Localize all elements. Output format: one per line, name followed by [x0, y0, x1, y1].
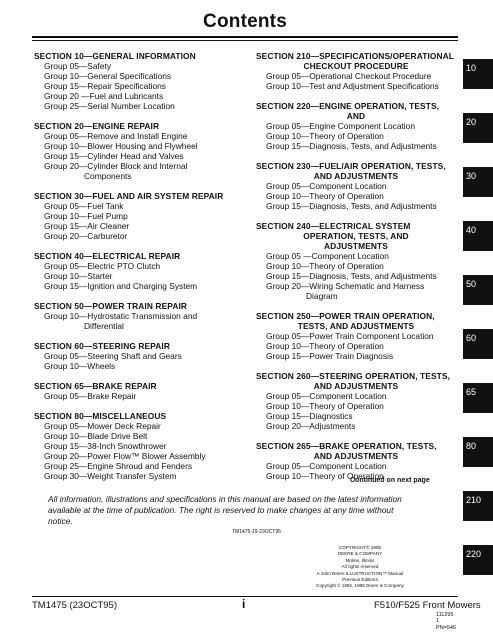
- group-entry: [34, 281, 248, 291]
- section-heading-line: SECTION 240—ELECTRICAL SYSTEM: [256, 221, 411, 231]
- group-entry-continuation: Differential: [84, 321, 124, 331]
- group-entry-text: Group 10—Wheels: [44, 361, 116, 371]
- group-entry: [256, 461, 456, 471]
- title-rule-thin: [32, 40, 458, 41]
- group-entry: [256, 201, 456, 211]
- section-heading-line: SECTION 210—SPECIFICATIONS/OPERATIONAL: [256, 51, 454, 61]
- section-heading-line: SECTION 265—BRAKE OPERATION, TESTS,: [256, 441, 437, 451]
- toc-section: [256, 441, 456, 481]
- section-tab-label: 60: [466, 333, 477, 343]
- section-heading-line: CHECKOUT PROCEDURE: [303, 61, 409, 71]
- group-entry: [256, 131, 456, 141]
- group-entry-text: Group 10—General Specifications: [44, 71, 172, 81]
- group-entry-text: Group 10—Hydrostatic Transmission and: [44, 311, 198, 321]
- section-tab-50: [463, 275, 493, 305]
- section-tab-10: [463, 59, 493, 89]
- section-heading: [256, 371, 456, 391]
- group-entry: [34, 471, 248, 481]
- continued-note: Continued on next page: [350, 477, 430, 484]
- toc-section: [34, 51, 248, 111]
- group-entry-text: Group 20—Carburetor: [44, 231, 128, 241]
- group-entry-text: Group 05—Component Location: [266, 461, 387, 471]
- group-entry: [256, 191, 456, 201]
- group-entry-text: Group 15—Repair Specifications: [44, 81, 166, 91]
- group-entry: [34, 211, 248, 221]
- section-heading: [34, 251, 248, 261]
- section-heading: [256, 101, 456, 121]
- group-entry-text: Group 10—Starter: [44, 271, 113, 281]
- contents-left-column: [34, 51, 248, 491]
- toc-section: [256, 51, 456, 91]
- toc-section: [34, 341, 248, 371]
- group-entry-text: Group 25—Engine Shroud and Fenders: [44, 461, 193, 471]
- section-tab-label: 20: [466, 117, 477, 127]
- group-entry: [256, 281, 456, 301]
- group-entry: [34, 81, 248, 91]
- section-tab-label: 220: [466, 549, 482, 559]
- footer-page-number: i: [242, 597, 246, 611]
- group-entry-text: Group 10—Fuel Pump: [44, 211, 128, 221]
- copyright-line: COPYRIGHT© 1995: [338, 545, 382, 550]
- group-entry-text: Group 15—Power Train Diagnosis: [266, 351, 394, 361]
- group-entry-text: Group 10—Theory of Operation: [266, 341, 384, 351]
- group-entry-text: Group 15—38-Inch Snowthrower: [44, 441, 167, 451]
- section-tab-65: [463, 383, 493, 413]
- group-entry: [256, 261, 456, 271]
- group-entry-text: Group 05—Brake Repair: [44, 391, 137, 401]
- group-entry-text: Group 05—Component Location: [266, 181, 387, 191]
- group-entry-text: Group 05—Fuel Tank: [44, 201, 124, 211]
- document-id: TM1475-19-23OCT95: [232, 529, 281, 535]
- group-entry-text: Group 05—Mower Deck Repair: [44, 421, 161, 431]
- section-heading-line: SECTION 220—ENGINE OPERATION, TESTS,: [256, 101, 440, 111]
- section-heading: [34, 121, 248, 131]
- group-entry-text: Group 15—Diagnosis, Tests, and Adjustments: [266, 271, 437, 281]
- group-entry: [34, 391, 248, 401]
- section-heading-line: AND ADJUSTMENTS: [313, 171, 399, 181]
- page-title: Contents: [203, 11, 287, 32]
- group-entry-text: Group 15—Diagnosis, Tests, and Adjustments: [266, 141, 437, 151]
- section-heading-line: SECTION 80—MISCELLANEOUS: [34, 411, 167, 421]
- section-heading-line: SECTION 260—STEERING OPERATION, TESTS,: [256, 371, 450, 381]
- section-heading-line: SECTION 30—FUEL AND AIR SYSTEM REPAIR: [34, 191, 224, 201]
- group-entry-text: Group 05—Engine Component Location: [266, 121, 415, 131]
- section-tab-label: 80: [466, 441, 477, 451]
- section-heading-line: AND: [346, 111, 366, 121]
- section-heading-line: SECTION 60—STEERING REPAIR: [34, 341, 171, 351]
- group-entry: [34, 151, 248, 161]
- group-entry-text: Group 10—Theory of Operation: [266, 191, 384, 201]
- group-entry-text: Group 10—Theory of Operation: [266, 261, 384, 271]
- group-entry: [256, 271, 456, 281]
- group-entry: [256, 421, 456, 431]
- group-entry-text: Group 05—Operational Checkout Procedure: [266, 71, 432, 81]
- group-entry-continuation: Components: [84, 171, 132, 181]
- group-entry: [34, 421, 248, 431]
- copyright-block: [290, 545, 430, 590]
- group-entry-text: Group 10—Blade Drive Belt: [44, 431, 148, 441]
- section-tab-label: 30: [466, 171, 477, 181]
- section-heading-line: AND ADJUSTMENTS: [313, 451, 399, 461]
- section-tab-210: [463, 491, 493, 521]
- group-entry-text: Group 30—Weight Transfer System: [44, 471, 177, 481]
- section-heading-line: TESTS, AND ADJUSTMENTS: [297, 321, 415, 331]
- group-entry: [256, 181, 456, 191]
- group-entry: [256, 71, 456, 81]
- section-tab-60: [463, 329, 493, 359]
- section-tab-label: 65: [466, 387, 477, 397]
- group-entry: [34, 201, 248, 211]
- group-entry: [256, 251, 456, 261]
- section-tab-20: [463, 113, 493, 143]
- group-entry-text: Group 20—Power Flow™ Blower Assembly: [44, 451, 206, 461]
- toc-section: [34, 251, 248, 291]
- group-entry: [34, 141, 248, 151]
- group-entry-text: Group 20—Wiring Schematic and Harness: [266, 281, 425, 291]
- group-entry-text: Group 05 —Component Location: [266, 251, 389, 261]
- toc-section: [256, 371, 456, 431]
- group-entry-text: Group 05—Component Location: [266, 391, 387, 401]
- group-entry: [34, 91, 248, 101]
- group-entry: [34, 311, 248, 331]
- section-heading-line: ADJUSTMENTS: [324, 241, 388, 251]
- group-entry-text: Group 10—Test and Adjustment Specifications: [266, 81, 439, 91]
- section-tab-label: 50: [466, 279, 477, 289]
- group-entry-text: Group 05—Steering Shaft and Gears: [44, 351, 182, 361]
- section-heading: [256, 51, 456, 71]
- group-entry-text: Group 15—Diagnostics: [266, 411, 353, 421]
- section-heading: [34, 381, 248, 391]
- copyright-line: A John Deere ILLUSTRUCTION™ Manual: [316, 570, 404, 576]
- section-tab-label: 210: [466, 495, 482, 505]
- group-entry: [34, 221, 248, 231]
- group-entry-text: Group 15—Air Cleaner: [44, 221, 130, 231]
- group-entry: [256, 391, 456, 401]
- section-heading-line: SECTION 250—POWER TRAIN OPERATION,: [256, 311, 435, 321]
- section-heading: [256, 161, 456, 181]
- section-tab-label: 10: [466, 63, 477, 73]
- section-tab-40: [463, 221, 493, 251]
- section-heading-line: SECTION 20—ENGINE REPAIR: [34, 121, 160, 131]
- toc-section: [34, 411, 248, 481]
- section-tab-30: [463, 167, 493, 197]
- group-entry-text: Group 15—Ignition and Charging System: [44, 281, 198, 291]
- group-entry: [256, 351, 456, 361]
- section-heading: [34, 341, 248, 351]
- footer-part-number: PN=546: [436, 625, 457, 631]
- section-tab-220: [463, 545, 493, 575]
- copyright-line: All rights reserved: [341, 564, 379, 570]
- toc-section: [256, 101, 456, 151]
- group-entry-text: Group 05—Safety: [44, 61, 112, 71]
- toc-section: [34, 301, 248, 331]
- toc-section: [34, 121, 248, 181]
- group-entry: [256, 121, 456, 131]
- footer-manual-id: TM1475 (23OCT95): [32, 600, 118, 611]
- section-heading: [34, 411, 248, 421]
- group-entry-text: Group 15—Diagnosis, Tests, and Adjustments: [266, 201, 437, 211]
- toc-section: [34, 191, 248, 241]
- section-tab-80: [463, 437, 493, 467]
- toc-section: [256, 311, 456, 361]
- copyright-line: Copyright © 1992, 1989 Deere & Company: [316, 583, 404, 589]
- group-entry-text: Group 10—Theory of Operation: [266, 401, 384, 411]
- group-entry-text: Group 20—Cylinder Block and Internal: [44, 161, 188, 171]
- group-entry-text: Group 25—Serial Number Location: [44, 101, 175, 111]
- title-rule: [32, 36, 458, 38]
- contents-right-column: [256, 51, 456, 491]
- group-entry: [34, 231, 248, 241]
- group-entry: [256, 411, 456, 421]
- group-entry: [34, 261, 248, 271]
- group-entry-text: Group 10—Theory of Operation: [266, 131, 384, 141]
- group-entry: [34, 271, 248, 281]
- toc-section: [256, 161, 456, 211]
- group-entry: [256, 81, 456, 91]
- group-entry: [256, 141, 456, 151]
- group-entry-text: Group 05—Electric PTO Clutch: [44, 261, 161, 271]
- toc-section: [34, 381, 248, 401]
- group-entry-text: Group 05—Power Train Component Location: [266, 331, 434, 341]
- group-entry-continuation: Diagram: [306, 291, 338, 301]
- group-entry-text: Group 15—Cylinder Head and Valves: [44, 151, 184, 161]
- group-entry-text: Group 10—Blower Housing and Flywheel: [44, 141, 198, 151]
- section-heading-line: SECTION 65—BRAKE REPAIR: [34, 381, 157, 391]
- group-entry: [34, 351, 248, 361]
- group-entry: [34, 431, 248, 441]
- section-heading-line: SECTION 10—GENERAL INFORMATION: [34, 51, 196, 61]
- group-entry: [256, 341, 456, 351]
- group-entry: [34, 71, 248, 81]
- group-entry-text: Group 05—Remove and Install Engine: [44, 131, 188, 141]
- footer-sheet-code: 1: [436, 618, 440, 624]
- section-heading: [34, 51, 248, 61]
- footer-product-name: F510/F525 Front Mowers: [374, 600, 481, 611]
- section-heading-line: OPERATION, TESTS, AND: [303, 231, 409, 241]
- group-entry-text: Group 20—Adjustments: [266, 421, 356, 431]
- section-heading: [256, 221, 456, 251]
- group-entry: [34, 361, 248, 371]
- group-entry: [34, 161, 248, 181]
- section-heading-line: SECTION 50—POWER TRAIN REPAIR: [34, 301, 188, 311]
- copyright-line: DEERE & COMPANY: [337, 551, 383, 557]
- group-entry: [34, 461, 248, 471]
- group-entry-text: Group 10—Theory of Operation: [266, 471, 384, 481]
- group-entry: [34, 441, 248, 451]
- group-entry: [34, 131, 248, 141]
- section-heading: [34, 191, 248, 201]
- section-heading: [256, 311, 456, 331]
- footer-date-code: 111295: [436, 612, 454, 618]
- toc-section: [256, 221, 456, 301]
- group-entry: [34, 451, 248, 461]
- section-heading-line: SECTION 40—ELECTRICAL REPAIR: [34, 251, 181, 261]
- section-heading-line: AND ADJUSTMENTS: [313, 381, 399, 391]
- section-heading-line: SECTION 230—FUEL/AIR OPERATION, TESTS,: [256, 161, 446, 171]
- section-heading: [256, 441, 456, 461]
- copyright-line: Previous Editions: [342, 577, 378, 583]
- group-entry: [34, 101, 248, 111]
- publication-notice: All information, illustrations and specifications in this manual are based on the latest information available at the time of publication. The right is reserved to make changes at any time without notice.: [48, 494, 402, 526]
- group-entry: [256, 331, 456, 341]
- group-entry-text: Group 20 —Fuel and Lubricants: [44, 91, 164, 101]
- section-heading: [34, 301, 248, 311]
- group-entry: [34, 61, 248, 71]
- section-tab-label: 40: [466, 225, 477, 235]
- group-entry: [256, 401, 456, 411]
- copyright-line: Moline, Illinois: [345, 557, 375, 563]
